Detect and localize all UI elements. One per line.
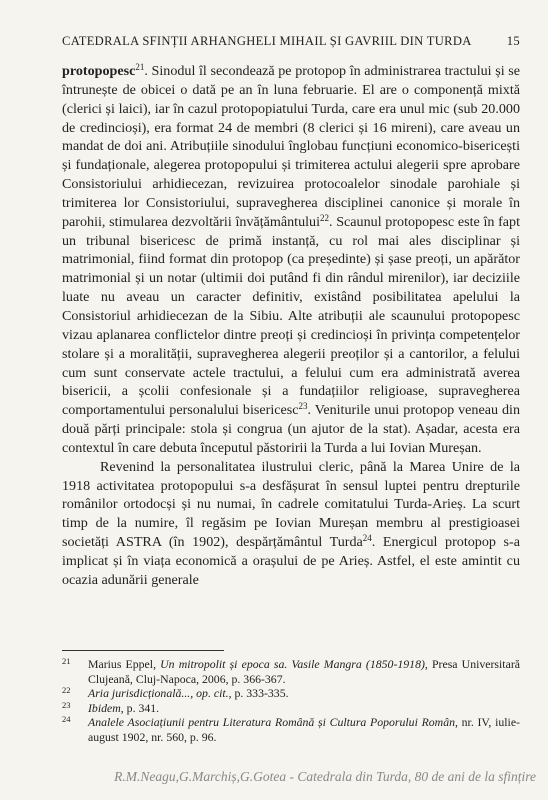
paragraph-2-part-a: Revenind la personalitatea ilustrului cleric, până la Marea Unire de la 1918 activitatea protopopului s-a desfășurat în sensul luptei pentru drepturile românilor ortodocși și nu numai, în cadrele comitatului Turda-Arieș. La scurt timp de la numire, îl regăsim pe Iovian Mureșan membru al prestigioasei societăți ASTRA (în 1902), despărțământul Turda: [62, 458, 520, 551]
first-word: protopopesc: [62, 63, 136, 79]
footnote-24: [62, 715, 520, 744]
footnote-ref-21: 21: [135, 62, 145, 72]
footnote-number: 22: [62, 685, 71, 696]
footnote-number: 23: [62, 699, 71, 710]
header-title: CATEDRALA SFINȚII ARHANGHELI MIHAIL ȘI GAVRIIL DIN TURDA: [62, 34, 472, 48]
footnote-text: , nr. IV, iulie-august 1902, nr. 560, p. 96.: [88, 715, 520, 744]
footnote-ref-23: 23: [298, 401, 308, 412]
footnote-text: Marius Eppel,: [88, 657, 161, 671]
footnote-italic: Analele Asociațiunii pentru Literatura Română și Cultura Poporului Român: [88, 715, 455, 730]
footnotes: [62, 657, 520, 745]
watermark: R.M.Neagu,G.Marchiș,G.Gotea - Catedrala din Turda, 80 de ani de la sfințire: [114, 769, 536, 784]
footnote-ref-22: 22: [320, 212, 329, 223]
footnote-22: [62, 686, 520, 701]
page-number: 15: [506, 34, 520, 48]
paragraph-1-part-b: . Scaunul protopopesc este în fapt un tribunal bisericesc de primă instanță, cu rol mai ales disciplinar și matrimonial, fiind format din protopop (ca președinte) și șase preoți, un apărător matrimonial și un notar (ultimii doi putând fi din rândul mirenilor), iar deciziile luate nu aveau un caracter definitiv, existând posibilitatea apelului la Consistoriul arhidiecezan de la Sibiu. Alte atribuții ale scaunului protopopesc vizau aplanarea conflictelor dintre preoți și credincioși în privința competențelor stolare și a moralității, supravegherea alegerii preoților și a cantorilor, a felului cum sunt conservate actele tractului, a felului cum era administrată averea bisericii, a școlii confesionale și a fundațiilor religioase, supravegherea comportamentului personalului bisericesc: [62, 213, 520, 419]
footnote-italic: Un mitropolit și epoca sa. Vasile Mangra (1850-1918): [160, 657, 425, 671]
footnote-21: [62, 657, 520, 686]
paragraph-1-part-c: . Veniturile unui protopop veneau din două părți principale: stola și congrua (un ajutor de la stat). Așadar, acesta era contextul în care debuta începutul păstoririi la Turda a lui Iovian Mureșan.: [62, 402, 520, 456]
running-header: [62, 34, 520, 49]
footnote-number: 21: [62, 656, 71, 666]
footnote-italic: Aria jurisdicțională..., op. cit.: [88, 686, 229, 701]
footnote-separator: [62, 650, 224, 651]
paragraph-2: [62, 458, 520, 590]
footnote-italic: Ibidem: [88, 700, 121, 715]
footnote-ref-24: 24: [362, 533, 372, 544]
paragraph-1: [62, 62, 520, 458]
paragraph-1-part-a: . Sinodul îl secondează pe protopop în administrarea tractului și se întrunește de obicei o dată pe an în luna februarie. El are o componență mixtă (clerici și laici), iar în cazul protopopiatului Turda, care era unul mic (sub 20.000 de credincioși), era format 24 de membri (8 clerici și 16 mireni), care aveau un mandat de doi ani. Atribuțiile sinodului înglobau funcțiuni economico-bisericești și fundaționale, alegerea protopopului și trimiterea actului alegerii spre aprobare Consistoriului arhidiecezan, revizuirea protocoalelor sinodale parohiale și trimiterea lor Consistoriului, supravegherea disciplinei canonice și morale în parohii, stimularea dezvoltării învățământului: [62, 63, 520, 230]
footnote-23: [62, 701, 520, 716]
body-text: [62, 62, 520, 590]
footnote-text: , Presa Universitară Clujeană, Cluj-Napoca, 2006, p. 366-367.: [88, 657, 520, 686]
footnote-text: , p. 341.: [120, 700, 160, 715]
footnote-number: 24: [62, 714, 71, 725]
paragraph-2-part-b: . Energicul protopop s-a implicat și în viața economică a orașului de pe Arieș. Astfel, el este amintit cu ocazia adunării generale: [62, 534, 520, 588]
footnote-text: , p. 333-335.: [228, 686, 289, 701]
